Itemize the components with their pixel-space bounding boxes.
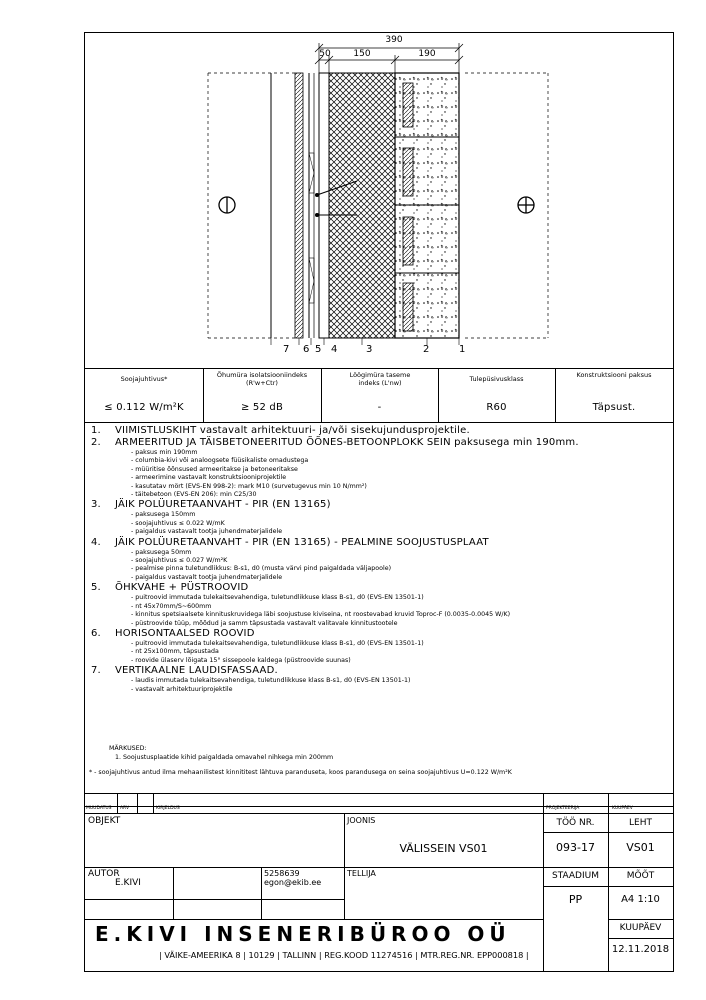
revision-kuupaev: KUUPÄEV xyxy=(612,806,633,811)
spec-item: - müüritise õõnsused armeeritakse ja betoneeritakse xyxy=(131,465,298,473)
layer-number-3: 3 xyxy=(366,344,373,355)
dim-50: 50 xyxy=(319,49,331,59)
kuupaev-value: 12.11.2018 xyxy=(611,944,670,955)
layer-number-5: 5 xyxy=(315,344,322,355)
spec-item: - puitroovid immutada tulekaitsevahendiga, tuletundlikkuse klass B-s1, d0 (EVS-EN 13501-1) xyxy=(131,594,424,602)
autor-label: AUTOR xyxy=(88,869,120,879)
moot-value: A4 1:10 xyxy=(621,894,660,905)
drawing-title: VÄLISSEIN VS01 xyxy=(399,842,488,855)
leht-label: LEHT xyxy=(629,818,652,828)
spec-heading: VIIMISTLUSKIHT vastavalt arhitektuuri- ja/või sisekujundusprojektile. xyxy=(115,425,470,436)
spec-item: - nt 25x100mm, täpsustada xyxy=(131,648,219,656)
spec-item: - nt 45x70mm/S~600mm xyxy=(131,602,212,610)
spec-4: 4. JÄIK POLÜURETAANVAHT - PIR (EN 13165) - PEALMINE SOOJUSTUSPLAAT - paksusega 50mm - soojajuhtivus ≤ 0.027 W/m²K - pealmise pinna tuletundlikkus: B-s1, d0 (musta värvi pind paigaldada väljapoole) - paigaldus vastavalt tootja juhendmaterjalidele xyxy=(91,537,669,583)
spec-item: - kinnitus spetsiaalsete kinnituskruvidega läbi soojustuse kiviseina, nt roostevabad kruvid Toproc-F (0.0035-0.0045 W/K) xyxy=(131,611,511,619)
dim-150: 150 xyxy=(353,49,371,59)
spec-item: - vastavalt arhitektuuriprojektile xyxy=(131,685,233,693)
remarks-title: MÄRKUSED: xyxy=(109,745,147,752)
spec-item: - puitroovid immutada tulekaitsevahendiga, tuletundlikkuse klass B-s1, d0 (EVS-EN 13501-1) xyxy=(131,639,424,647)
leht-value: VS01 xyxy=(626,841,655,854)
prop-header-fire: Tulepüsivusklass xyxy=(469,375,524,383)
prop-value-thickness: Täpsust. xyxy=(592,402,636,413)
prop-header-impact: Löögimüra taseme indeks (L'nw) xyxy=(349,371,411,387)
revision-projekteerija: PROJEKTEERIJA xyxy=(546,806,580,811)
layer-number-7: 7 xyxy=(283,344,290,355)
spec-item: - paigaldus vastavalt tootja juhendmaterjalidele xyxy=(131,573,283,581)
drawing-sheet xyxy=(84,32,674,972)
spec-item: - paksus min 190mm xyxy=(131,449,198,456)
layer-number-4: 4 xyxy=(331,344,338,355)
spec-3: 3. JÄIK POLÜURETAANVAHT - PIR (EN 13165) - paksusega 150mm - soojajuhtivus ≤ 0.022 W/mK - paigaldus vastavalt tootja juhendmaterjalidele xyxy=(91,499,669,536)
too-nr-label: TÖÖ NR. xyxy=(556,818,595,828)
tellija-label: TELLIJA xyxy=(347,869,376,878)
spec-item: - armeerimine vastavalt konstruktsiooniprojektile xyxy=(131,474,287,482)
prop-header-u: Soojajuhtivus* xyxy=(120,375,168,383)
spec-heading: ÕHKVAHE + PÜSTROOVID xyxy=(115,582,249,594)
layer-specification xyxy=(91,425,669,694)
prop-value-airborne: ≥ 52 dB xyxy=(240,402,284,413)
prop-header-thickness: Konstruktsiooni paksus xyxy=(576,371,652,379)
staadium-value: PP xyxy=(568,893,583,906)
dim-190: 190 xyxy=(418,49,436,59)
revision-kirjeldus: KIRJELDUS xyxy=(156,806,180,811)
layer-number-1: 1 xyxy=(459,344,466,355)
spec-item: - soojajuhtivus ≤ 0.022 W/mK xyxy=(131,519,225,527)
moot-label: MÕÕT xyxy=(626,871,655,881)
remarks-line: 1. Soojustusplaatide kihid paigaldada omavahel nihkega min 200mm xyxy=(115,754,334,761)
phone-number: 5258639 xyxy=(264,869,300,878)
spec-item: - laudis immutada tulekaitsevahendiga, tuletundlikkuse klass B-s1, d0 (EVS-EN 13501-1) xyxy=(131,677,411,685)
spec-item: - kasutatav mört (EVS-EN 998-2): mark M10 (survetugevus min 10 N/mm²) xyxy=(131,482,367,490)
prop-value-u: ≤ 0.112 W/m²K xyxy=(104,402,184,413)
dim-total: 390 xyxy=(385,35,403,45)
joonis-label: JOONIS xyxy=(347,816,376,825)
footnote: * - soojajuhtivus antud ilma mehaanilistest kinnititest lähtuva paranduseta, koos parandusega on seina soojajuhtivus U=0.122 W/m²K xyxy=(89,769,512,776)
email-address: egon@ekib.ee xyxy=(264,878,322,887)
spec-item: - paksusega 50mm xyxy=(131,548,192,556)
spec-item: - paksusega 150mm xyxy=(131,511,196,519)
spec-item: - püstroovide tüüp, mõõdud ja samm täpsustada vastavalt valitavale kinnitustootele xyxy=(131,619,398,627)
revision-muudatus: MUUDATUS xyxy=(86,806,112,811)
prop-value-fire: R60 xyxy=(486,402,507,413)
company-name: E.KIVI INSENERIBÜROO OÜ xyxy=(95,922,511,946)
too-nr-value: 093-17 xyxy=(556,841,595,854)
spec-heading: ARMEERITUD JA TÄISBETONEERITUD ÕÕNES-BETOONPLOKK SEIN paksusega min 190mm. xyxy=(115,437,579,448)
spec-heading: JÄIK POLÜURETAANVAHT - PIR (EN 13165) - PEALMINE SOOJUSTUSPLAAT xyxy=(115,536,489,548)
spec-heading: HORISONTAALSED ROOVID xyxy=(115,627,255,639)
revision-arv: ARV xyxy=(120,806,130,811)
objekt-label: OBJEKT xyxy=(88,816,121,826)
spec-item: - roovide ülaserv lõigata 15° sissepoole kaldega (püstroovide suunas) xyxy=(131,656,351,664)
spec-item: - pealmise pinna tuletundlikkus: B-s1, d0 (musta värvi pind paigaldada väljapoole) xyxy=(131,565,392,573)
spec-heading: VERTIKAALNE LAUDISFASSAAD. xyxy=(115,665,278,677)
prop-value-impact: - xyxy=(377,402,382,413)
spec-2: 2. ARMEERITUD JA TÄISBETONEERITUD ÕÕNES-BETOONPLOKK SEIN paksusega min 190mm. - paksus min 190mm - columbia-kivi või analoogsete füüsikaliste omadustega - müüritise õõnsused armeeritakse ja betoneeritakse - armeerimine vastavalt konstruktsiooniprojektile - kasutatav mört (EVS-EN 998-2): mark M10 (survetugevus min 10 N/mm²) - täitebetoon (EVS-EN 206): min C25/30 xyxy=(91,437,669,499)
company-address: | VÄIKE-AMEERIKA 8 | 10129 | TALLINN | REG.KOOD 11274516 | MTR.REG.NR. EPP000818 | xyxy=(159,950,529,960)
layer-number-2: 2 xyxy=(423,344,430,355)
spec-item: - columbia-kivi või analoogsete füüsikaliste omadustega xyxy=(131,457,309,465)
spec-1: 1. VIIMISTLUSKIHT vastavalt arhitektuuri- ja/või sisekujundusprojektile. xyxy=(91,425,470,436)
spec-7: 7. VERTIKAALNE LAUDISFASSAAD. - laudis immutada tulekaitsevahendiga, tuletundlikkuse klass B-s1, d0 (EVS-EN 13501-1) - vastavalt arhitektuuriprojektile xyxy=(91,665,669,694)
spec-item: - paigaldus vastavalt tootja juhendmaterjalidele xyxy=(131,528,283,536)
spec-item: - soojajuhtivus ≤ 0.027 W/m²K xyxy=(131,557,228,565)
layer-number-6: 6 xyxy=(303,344,310,355)
kuupaev-label: KUUPÄEV xyxy=(619,923,662,933)
staadium-label: STAADIUM xyxy=(551,871,599,881)
spec-5: 5. ÕHKVAHE + PÜSTROOVID - puitroovid immutada tulekaitsevahendiga, tuletundlikkuse klass B-s1, d0 (EVS-EN 13501-1) - nt 45x70mm/S~600mm - kinnitus spetsiaalsete kinnituskruvidega läbi soojustuse kiviseina, nt roostevabad kruvid Toproc-F (0.0035-0.0045 W/K) - püstroovide tüüp, mõõdud ja samm täpsustada vastavalt valitavale kinnitustootele xyxy=(91,582,669,628)
spec-heading: JÄIK POLÜURETAANVAHT - PIR (EN 13165) xyxy=(115,499,331,511)
autor-value: E.KIVI xyxy=(115,878,141,888)
spec-item: - täitebetoon (EVS-EN 206): min C25/30 xyxy=(131,491,257,499)
spec-6: 6. HORISONTAALSED ROOVID - puitroovid immutada tulekaitsevahendiga, tuletundlikkuse klass B-s1, d0 (EVS-EN 13501-1) - nt 25x100mm, täpsustada - roovide ülaserv lõigata 15° sissepoole kaldega (püstroovide suunas) xyxy=(91,628,669,665)
prop-header-airborne: Õhumüra isolatsiooniindeks (R'w+Ctr) xyxy=(216,371,308,387)
wall-section-drawing xyxy=(85,33,673,368)
